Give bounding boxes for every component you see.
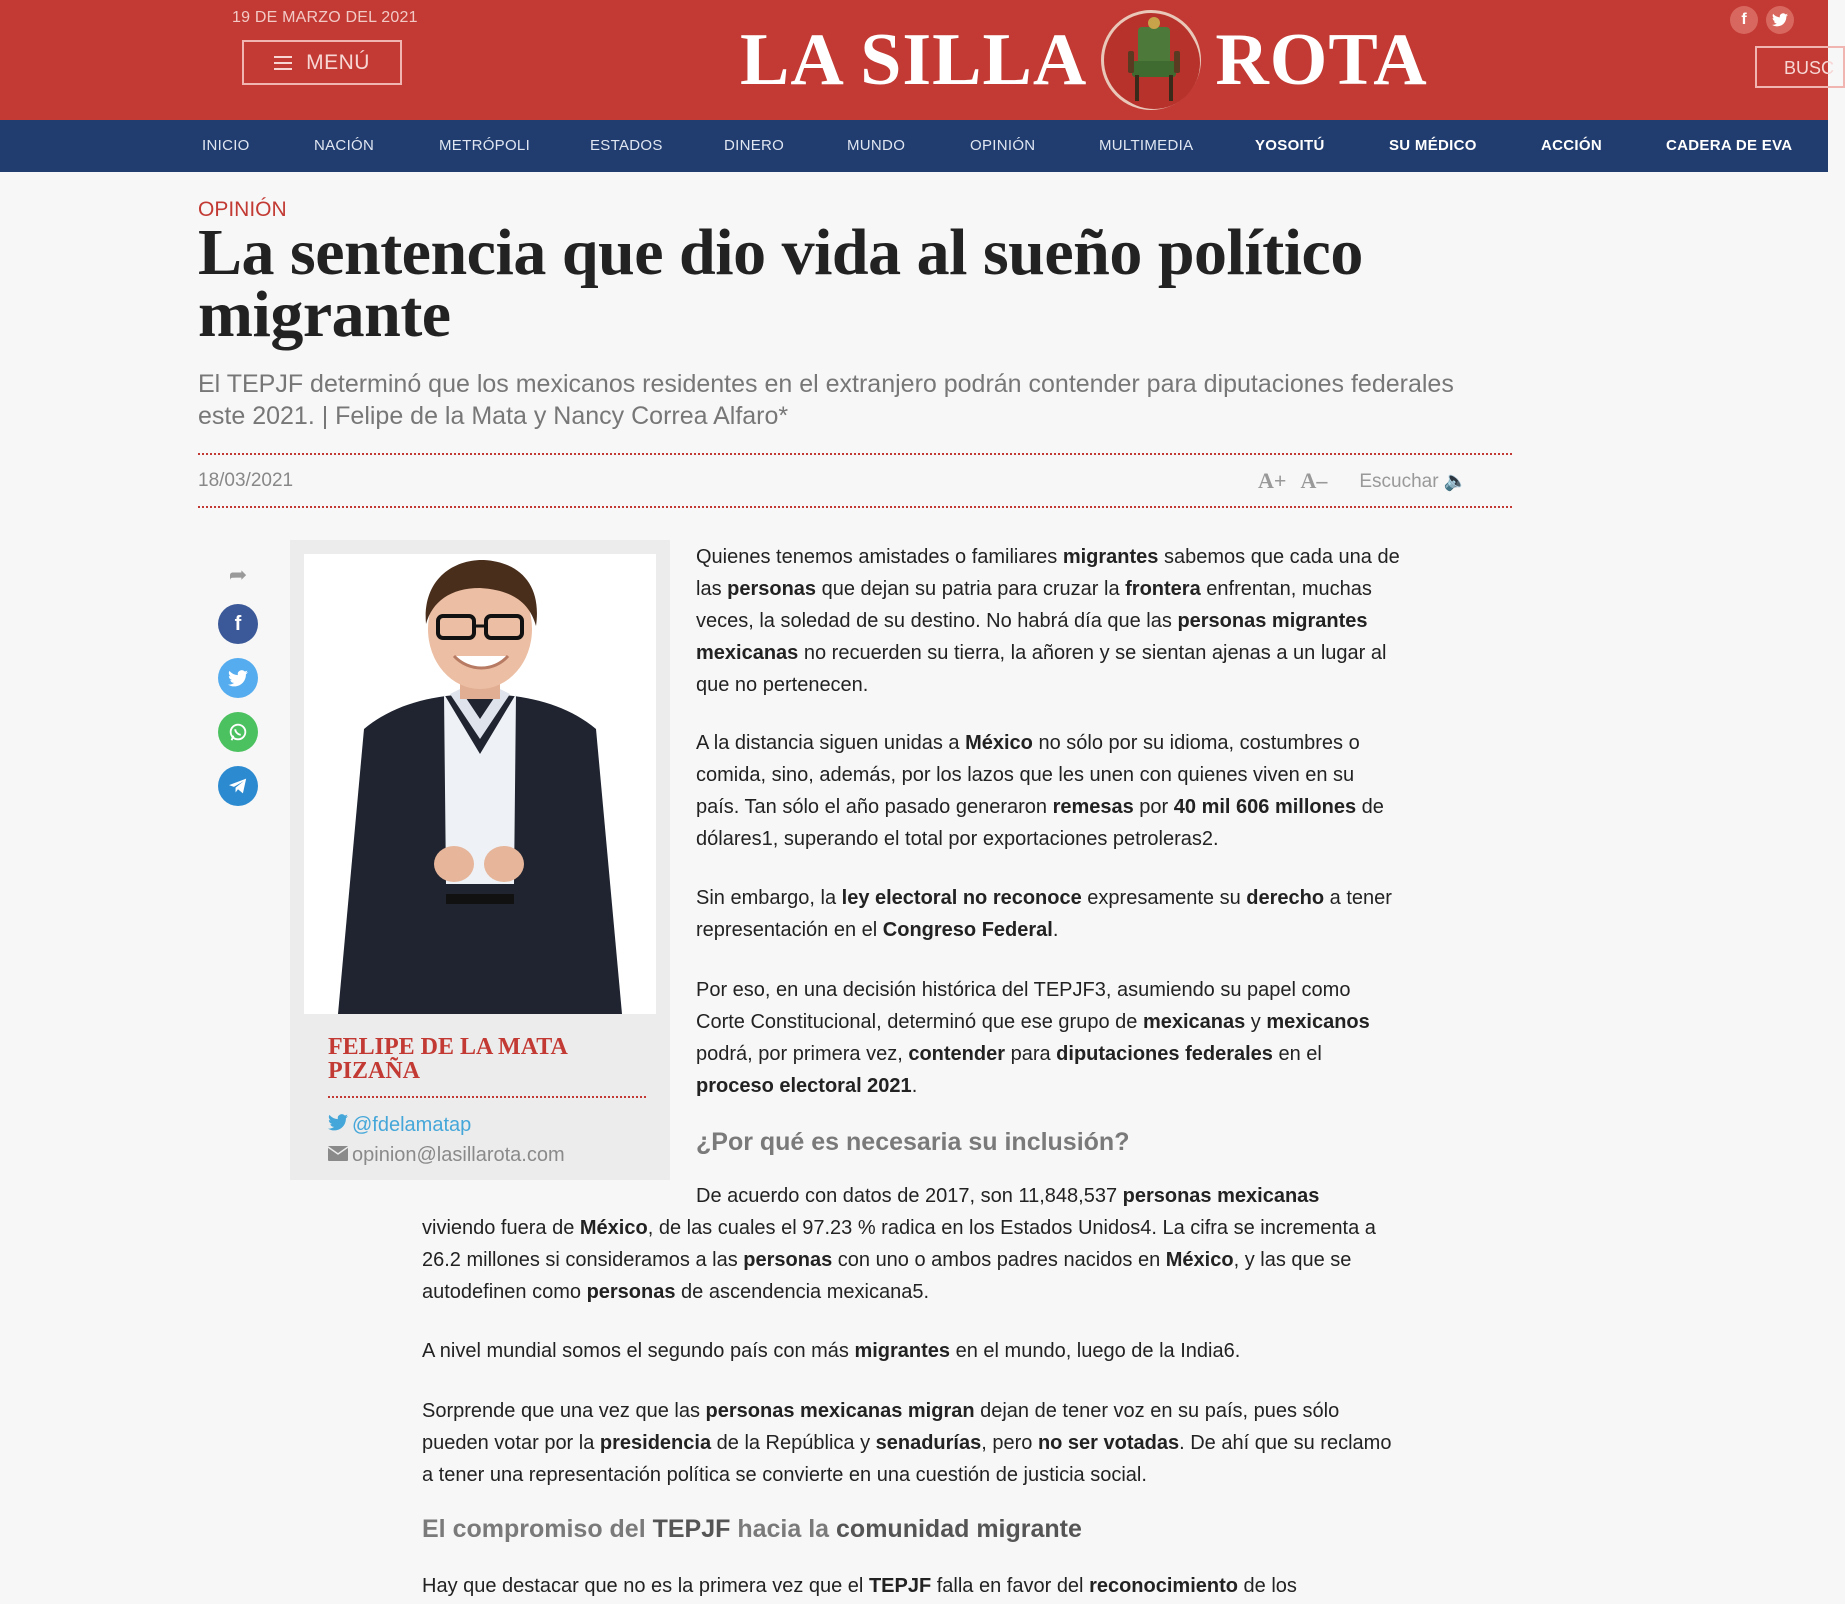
twitter-icon[interactable]	[218, 658, 258, 698]
twitter-icon[interactable]	[1766, 6, 1794, 34]
nav-item-estados[interactable]: ESTADOS	[590, 137, 663, 154]
bold-text: contender	[908, 1043, 1006, 1065]
text-run: no recuerden su tierra, la añoren y se sientan ajenas a un lugar al que no pertenecen.	[696, 642, 1387, 696]
font-decrease-button[interactable]: A–	[1300, 468, 1328, 493]
text-run: , y las que se autodefinen como	[422, 1249, 1352, 1303]
text-run: y	[1245, 1011, 1267, 1033]
header-social	[1730, 6, 1794, 34]
menu-button[interactable]	[242, 40, 402, 85]
body-paragraph-6	[422, 1335, 1400, 1367]
text-run: De acuerdo con datos de 2017, son 11,848,537	[696, 1185, 1123, 1207]
facebook-icon[interactable]: f	[218, 604, 258, 644]
bold-text: mexicanas	[1142, 1011, 1246, 1033]
body-paragraph-3	[696, 882, 1400, 946]
text-run: A la distancia siguen unidas a	[696, 732, 966, 754]
author-card	[290, 540, 670, 1180]
bold-text: presidencia	[599, 1432, 712, 1454]
text-run: de ascendencia mexicana5.	[675, 1281, 929, 1303]
bold-text: comunidad migrante	[836, 1515, 1082, 1543]
logo-text-left: LA SILLA	[740, 18, 1088, 101]
subheading-1	[696, 1128, 1400, 1157]
nav-item-metropoli[interactable]: METRÓPOLI	[439, 137, 531, 154]
bold-text: ley electoral no reconoce	[841, 887, 1082, 909]
bold-text: diputaciones federales	[1056, 1043, 1273, 1065]
text-run: . De ahí que su reclamo a tener una representación política se convierte en una cuestión de justicia social.	[422, 1432, 1392, 1486]
bold-text: personas migrantes mexicanas	[696, 610, 1368, 664]
author-photo	[304, 554, 656, 1014]
nav-item-multimedia[interactable]: MULTIMEDIA	[1099, 137, 1194, 154]
text-run: no sólo por su idioma, costumbres o comida, sino, además, por los lazos que les unen con quienes viven en su país. Tan sólo el año pasado generaron	[696, 732, 1360, 818]
bold-text: senadurías	[875, 1432, 982, 1454]
text-run: dejan de tener voz en su país, pues sólo pueden votar por la	[422, 1400, 1340, 1454]
bold-text: reconocimiento	[1089, 1575, 1238, 1597]
bold-text: TEPJF	[652, 1515, 731, 1543]
twitter-icon	[328, 1114, 348, 1137]
text-run: Por eso, en una decisión histórica del TEPJF3, asumiendo su papel como Corte Constitucional, determinó que ese grupo de	[696, 979, 1351, 1033]
text-run: .	[911, 1075, 918, 1097]
section-label[interactable]: OPINIÓN	[198, 198, 287, 221]
search-box[interactable]	[1755, 46, 1845, 88]
author-divider	[328, 1096, 646, 1098]
article-title: La sentencia que dio vida al sueño político migrante	[198, 216, 1363, 351]
bold-text: no ser votadas	[1037, 1432, 1180, 1454]
text-run: El compromiso del	[422, 1515, 653, 1543]
text-run: con uno o ambos padres nacidos en	[832, 1249, 1166, 1271]
text-run: hacia la	[730, 1515, 837, 1543]
logo-text-right: ROTA	[1215, 18, 1428, 101]
bold-text: migrantes	[854, 1340, 951, 1362]
bold-text: proceso electoral 2021	[696, 1075, 912, 1097]
bold-text: frontera	[1125, 578, 1201, 600]
text-run: Sorprende que una vez que las	[422, 1400, 706, 1422]
bold-text: personas	[743, 1249, 833, 1271]
nav-item-yosoitu[interactable]: YOSOITÚ	[1255, 137, 1325, 154]
text-run: viviendo fuera de	[422, 1217, 580, 1239]
nav-item-opinion[interactable]: OPINIÓN	[970, 137, 1036, 154]
bold-text: TEPJF	[868, 1575, 932, 1597]
main-nav	[0, 120, 1828, 172]
divider-top	[198, 453, 1512, 455]
text-run: de la República y	[711, 1432, 876, 1454]
nav-item-cadera-de-eva[interactable]: CADERA DE EVA	[1666, 137, 1793, 154]
nav-item-accion[interactable]: ACCIÓN	[1541, 137, 1602, 154]
author-twitter-link[interactable]	[328, 1114, 471, 1137]
text-run: Hay que destacar que no es la primera vez que el	[422, 1575, 869, 1597]
body-paragraph-4	[696, 974, 1400, 1102]
nav-item-inicio[interactable]: INICIO	[202, 137, 250, 154]
bold-text: personas	[586, 1281, 676, 1303]
bold-text: mexicanos	[1266, 1011, 1370, 1033]
bold-text: personas	[727, 578, 817, 600]
site-logo[interactable]	[740, 0, 1428, 120]
nav-item-su-medico[interactable]: SU MÉDICO	[1389, 137, 1477, 154]
bold-text: México	[579, 1217, 648, 1239]
listen-label: Escuchar	[1359, 471, 1439, 492]
author-twitter-handle: @fdelamatap	[352, 1114, 472, 1136]
body-paragraph-8	[422, 1570, 1400, 1602]
font-increase-button[interactable]: A+	[1258, 468, 1287, 493]
bold-text: remesas	[1052, 796, 1134, 818]
whatsapp-icon[interactable]	[218, 712, 258, 752]
menu-label: MENÚ	[306, 50, 370, 74]
text-run: a tener representación en el	[696, 887, 1392, 941]
text-run: de los	[1237, 1575, 1297, 1597]
hamburger-icon	[274, 56, 292, 70]
share-arrow-icon[interactable]: ➦	[228, 562, 248, 587]
text-run: podrá, por primera vez,	[696, 1043, 909, 1065]
text-run: , pero	[981, 1432, 1038, 1454]
text-run: .	[1052, 919, 1059, 941]
publish-date: 18/03/2021	[198, 470, 294, 491]
author-name[interactable]: FELIPE DE LA MATA PIZAÑA	[328, 1034, 567, 1084]
chair-emblem-icon	[1101, 10, 1201, 110]
text-run: sabemos que cada una de las	[696, 546, 1400, 600]
text-run: de dólares1, superando el total por exportaciones petroleras2.	[696, 796, 1384, 850]
author-email: opinion@lasillarota.com	[352, 1144, 565, 1166]
text-run: , de las cuales el 97.23 % radica en los Estados Unidos4. La cifra se incrementa a 26.2 millones si consideramos a las	[422, 1217, 1376, 1271]
text-run: por	[1133, 796, 1174, 818]
subheading-2	[422, 1515, 1400, 1544]
share-bar	[218, 562, 258, 820]
text-run: en el	[1272, 1043, 1322, 1065]
article-dek: El TEPJF determinó que los mexicanos residentes en el extranjero podrán contender para diputaciones federales este 2021. | Felipe de la Mata y Nancy Correa Alfaro*	[198, 370, 1454, 430]
facebook-icon[interactable]: f	[1730, 6, 1758, 34]
bold-text: personas mexicanas migran	[705, 1400, 975, 1422]
bold-text: derecho	[1246, 887, 1325, 909]
body-paragraph-5-lead	[696, 1180, 1400, 1212]
text-run: A nivel mundial somos el segundo país con más	[422, 1340, 855, 1362]
author-email-link[interactable]	[328, 1144, 565, 1167]
text-run: para	[1005, 1043, 1057, 1065]
search-label: BUSC	[1784, 58, 1835, 78]
text-run: enfrentan, muchas veces, la soledad de su destino. No habrá día que las	[696, 578, 1372, 632]
bold-text: 40 mil 606 millones	[1173, 796, 1357, 818]
bold-text: Congreso Federal	[882, 919, 1053, 941]
text-run: Quienes tenemos amistades o familiares	[696, 546, 1063, 568]
text-run: Sin embargo, la	[696, 887, 842, 909]
body-paragraph-7	[422, 1395, 1400, 1491]
article-tools	[1258, 468, 1467, 494]
text-run: ¿Por qué es necesaria su inclusión?	[696, 1128, 1130, 1156]
listen-button[interactable]	[1359, 469, 1467, 493]
nav-item-nacion[interactable]: NACIÓN	[314, 137, 375, 154]
text-run: en el mundo, luego de la India6.	[950, 1340, 1241, 1362]
body-paragraph-1	[696, 541, 1400, 701]
speaker-icon: 🔈	[1443, 471, 1468, 492]
bold-text: migrantes	[1062, 546, 1159, 568]
body-paragraph-5	[422, 1212, 1400, 1308]
text-run: que dejan su patria para cruzar la	[816, 578, 1126, 600]
nav-item-dinero[interactable]: DINERO	[724, 137, 785, 154]
body-paragraph-2	[696, 727, 1400, 855]
bold-text: México	[965, 732, 1033, 754]
header-date: 19 DE MARZO DEL 2021	[232, 9, 418, 26]
text-run: falla en favor del	[931, 1575, 1090, 1597]
bold-text: México	[1165, 1249, 1234, 1271]
envelope-icon	[328, 1144, 348, 1167]
site-header	[0, 0, 1835, 120]
divider-bottom	[198, 506, 1512, 508]
bold-text: personas mexicanas	[1122, 1185, 1320, 1207]
telegram-icon[interactable]	[218, 766, 258, 806]
nav-item-mundo[interactable]: MUNDO	[847, 137, 906, 154]
text-run: expresamente su	[1081, 887, 1247, 909]
